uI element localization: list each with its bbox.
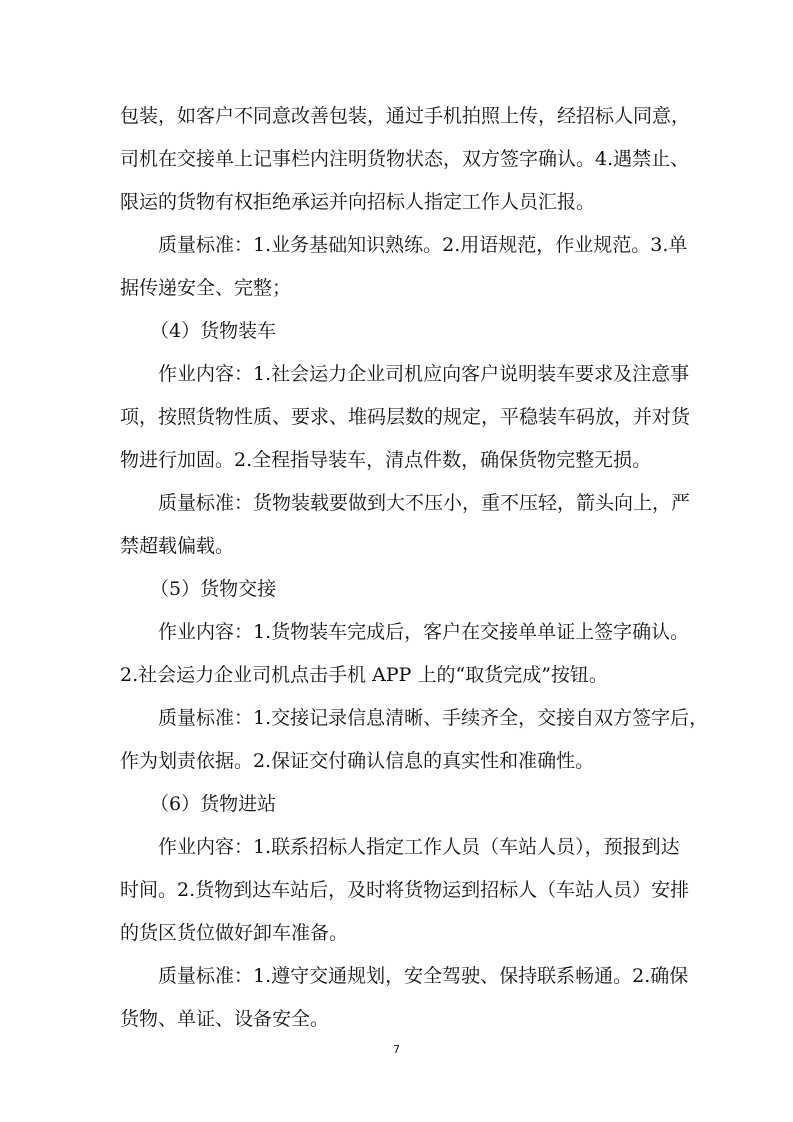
text-line: 项，按照货物性质、要求、堆码层数的规定，平稳装车码放，并对货 — [120, 406, 691, 428]
text-line: 作业内容：1.社会运力企业司机应向客户说明装车要求及注意事 — [158, 363, 690, 385]
text-line: 时间。2.货物到达车站后，及时将货物运到招标人（车站人员）安排 — [120, 879, 690, 901]
text-line: 禁超载偏载。 — [120, 535, 235, 557]
text-line: 司机在交接单上记事栏内注明货物状态，双方签字确认。4.遇禁止、 — [120, 148, 690, 170]
text-line: 作业内容：1.货物装车完成后，客户在交接单单证上签字确认。 — [158, 621, 690, 643]
text-line: 2.社会运力企业司机点击手机 APP 上的“取货完成”按钮。 — [120, 664, 608, 686]
section-heading-4: （4）货物装车 — [150, 320, 277, 342]
text-line: 的货区货位做好卸车准备。 — [120, 922, 349, 944]
text-line: 限运的货物有权拒绝承运并向招标人指定工作人员汇报。 — [120, 191, 596, 213]
section-heading-5: （5）货物交接 — [150, 578, 277, 600]
text-line: 质量标准：1.交接记录信息清晰、手续齐全，交接自双方签字后， — [158, 707, 709, 729]
text-line: 物进行加固。2.全程指导装车，清点件数，确保货物完整无损。 — [120, 449, 652, 471]
page-number: 7 — [393, 1043, 400, 1056]
text-line: 质量标准：货物装载要做到大不压小，重不压轻，箭头向上，严 — [158, 492, 691, 514]
section-heading-6: （6）货物进站 — [150, 793, 277, 815]
text-line: 包装，如客户不同意改善包装，通过手机拍照上传，经招标人同意， — [120, 105, 691, 127]
text-line: 质量标准：1.业务基础知识熟练。2.用语规范，作业规范。3.单 — [158, 234, 688, 256]
text-line: 据传递安全、完整； — [120, 277, 292, 299]
text-line: 作业内容：1.联系招标人指定工作人员（车站人员），预报到达 — [158, 836, 680, 858]
text-line: 作为划责依据。2.保证交付确认信息的真实性和准确性。 — [120, 750, 595, 772]
text-line: 货物、单证、设备安全。 — [120, 1008, 330, 1030]
text-line: 质量标准：1.遵守交通规划，安全驾驶、保持联系畅通。2.确保 — [158, 965, 689, 987]
